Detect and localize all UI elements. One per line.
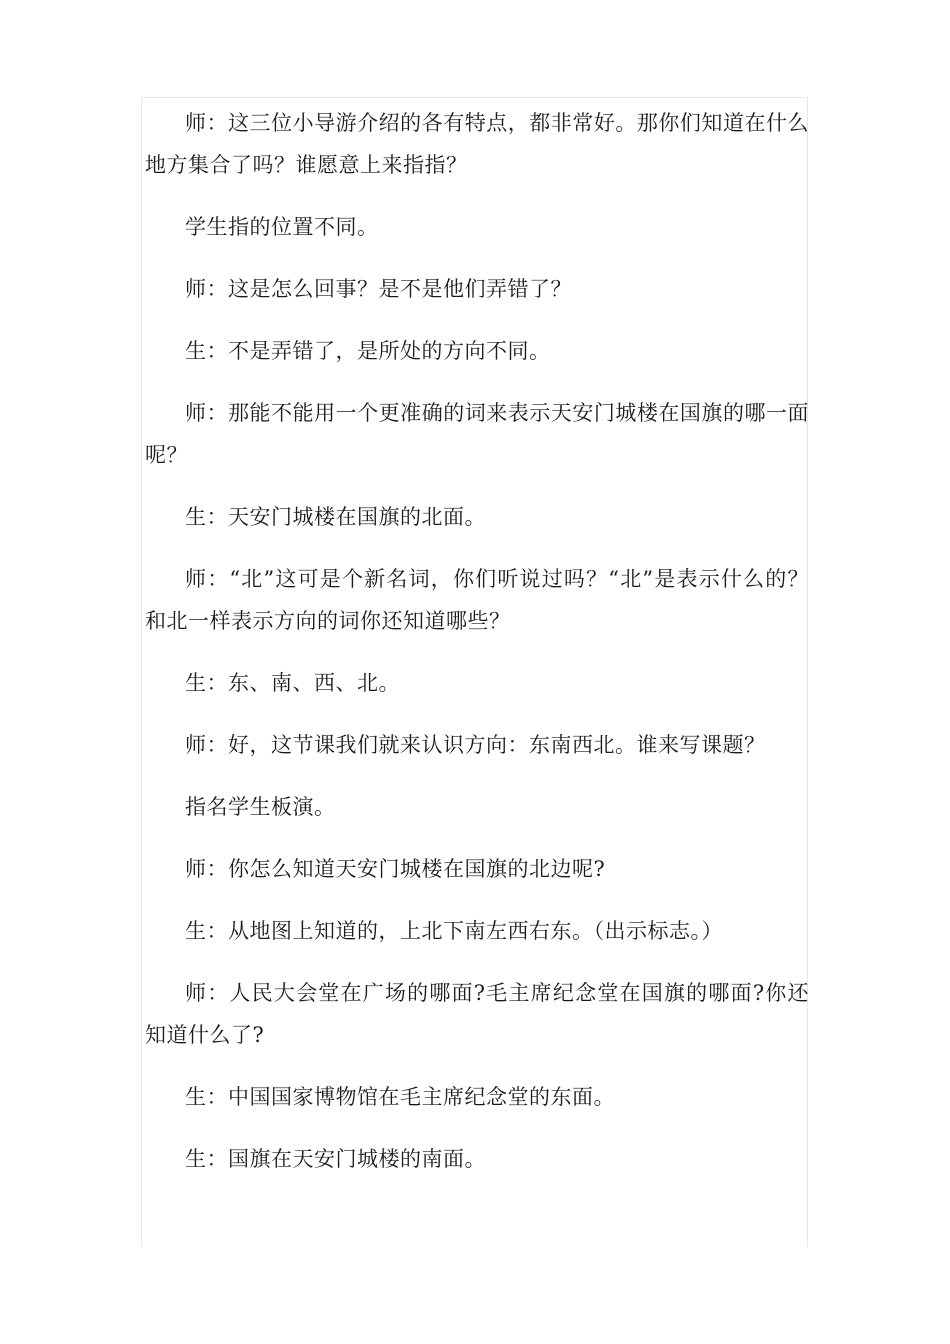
paragraph-10: 指名学生板演。 bbox=[185, 795, 336, 819]
paragraph-2: 学生指的位置不同。 bbox=[185, 215, 379, 239]
paragraph-11: 师：你怎么知道天安门城楼在国旗的北边呢? bbox=[185, 857, 606, 881]
paragraph-1: 师：这三位小导游介绍的各有特点，都非常好。那你们知道在什么地方集合了吗？谁愿意上来指指？ bbox=[145, 111, 809, 177]
paragraph-8: 生：东、南、西、北。 bbox=[185, 671, 400, 695]
paragraph-7: 师：“北”这可是个新名词，你们听说过吗？“北”是表示什么的？和北一样表示方向的词你还知道哪些？ bbox=[145, 567, 809, 633]
paragraph-12: 生：从地图上知道的，上北下南左西右东。（出示标志。） bbox=[185, 919, 723, 943]
paragraph-4: 生：不是弄错了，是所处的方向不同。 bbox=[185, 339, 551, 363]
document-body bbox=[145, 102, 809, 1200]
paragraph-14: 生：中国国家博物馆在毛主席纪念堂的东面。 bbox=[185, 1085, 615, 1109]
paragraph-9: 师：好，这节课我们就来认识方向：东南西北。谁来写课题？ bbox=[185, 733, 766, 757]
paragraph-13: 师：人民大会堂在广场的哪面?毛主席纪念堂在国旗的哪面?你还知道什么了? bbox=[145, 981, 809, 1047]
paragraph-5: 师：那能不能用一个更准确的词来表示天安门城楼在国旗的哪一面呢？ bbox=[145, 401, 809, 467]
paragraph-15: 生：国旗在天安门城楼的南面。 bbox=[185, 1147, 486, 1171]
paragraph-3: 师：这是怎么回事？是不是他们弄错了？ bbox=[185, 277, 572, 301]
paragraph-6: 生：天安门城楼在国旗的北面。 bbox=[185, 505, 486, 529]
